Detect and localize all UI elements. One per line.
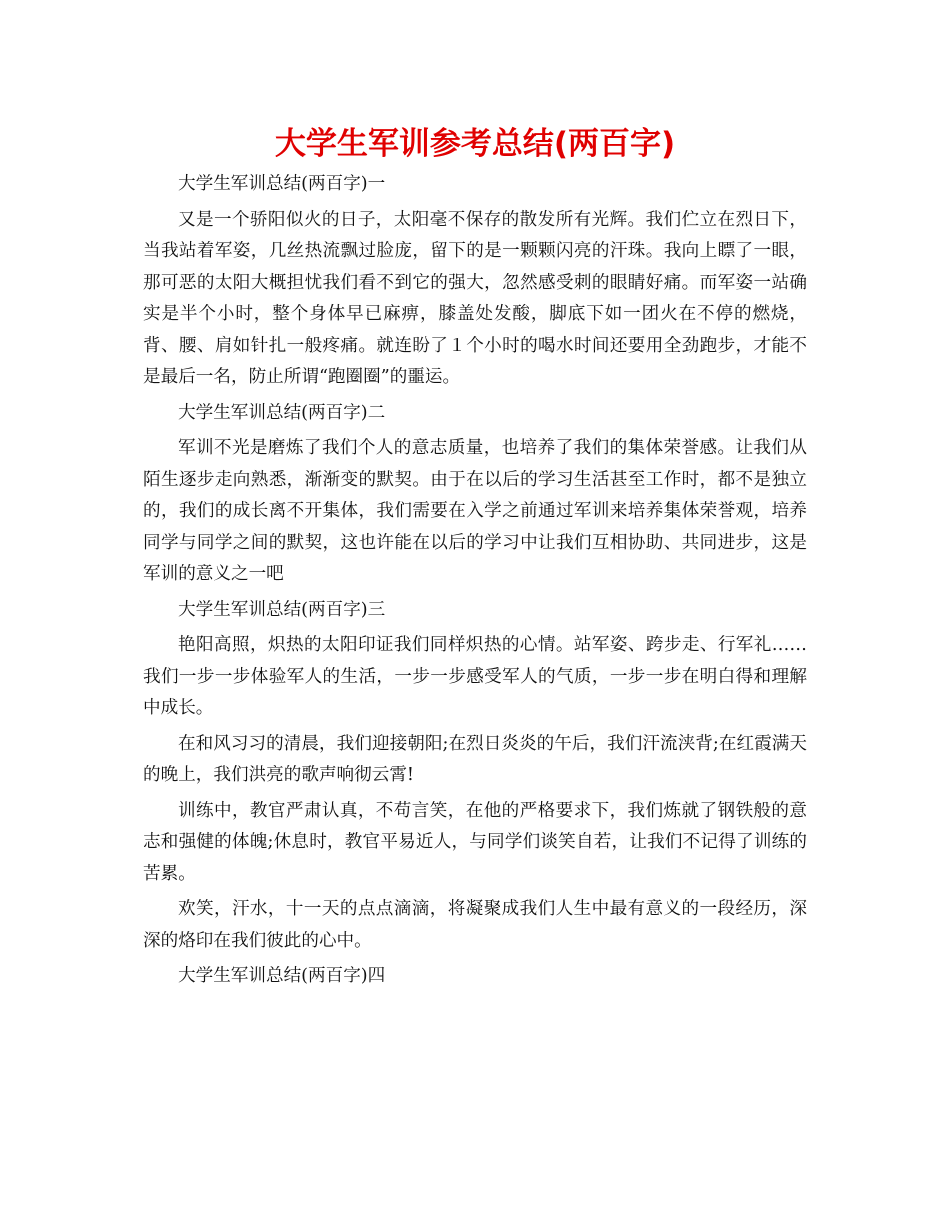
section-1-paragraph-1: 又是一个骄阳似火的日子，太阳毫不保存的散发所有光辉。我们伫立在烈日下，当我站着军姿，几丝热流飘过脸庞，留下的是一颗颗闪亮的汗珠。我向上瞟了一眼，那可恶的太阳大概担忧我们看不到它的强大，忽然感受刺的眼睛好痛。而军姿一站确实是半个小时，整个身体早已麻痹，膝盖处发酸，脚底下如一团火在不停的燃烧，背、腰、肩如针扎一般疼痛。就连盼了１个小时的喝水时间还要用全劲跑步，才能不是最后一名，防止所谓“跑圈圈”的噩运。: [143, 209, 807, 387]
section-2-paragraph-1: 军训不光是磨炼了我们个人的意志质量，也培养了我们的集体荣誉感。让我们从陌生逐步走向熟悉，渐渐变的默契。由于在以后的学习生活甚至工作时，都不是独立的，我们的成长离不开集体，我们需要在入学之前通过军训来培养集体荣誉观，培养同学与同学之间的默契，这也许能在以后的学习中让我们互相协助、共同进步，这是军训的意义之一吧: [143, 438, 807, 584]
document-title: 大学生军训参考总结(两百字): [274, 126, 676, 162]
section-3-paragraph-3: 训练中，教官严肃认真，不苟言笑，在他的严格要求下，我们炼就了钢铁般的意志和强健的体魄;休息时，教官平易近人，与同学们谈笑自若，让我们不记得了训练的苦累。: [143, 800, 807, 884]
section-heading-2: 大学生军训总结(两百字)二: [178, 402, 386, 423]
section-3-paragraph-1: 艳阳高照，炽热的太阳印证我们同样炽热的心情。站军姿、跨步走、行军礼……我们一步一步体验军人的生活，一步一步感受军人的气质，一步一步在明白得和理解中成长。: [143, 635, 807, 718]
section-heading-4: 大学生军训总结(两百字)四: [178, 966, 386, 986]
section-heading-3: 大学生军训总结(两百字)三: [178, 599, 386, 620]
document-body: [143, 165, 807, 997]
section-heading-1: 大学生军训总结(两百字)一: [178, 174, 386, 194]
section-3-paragraph-4: 欢笑，汗水，十一天的点点滴滴，将凝聚成我们人生中最有意义的一段经历，深深的烙印在我们彼此的心中。: [143, 899, 807, 951]
section-3-paragraph-2: 在和风习习的清晨，我们迎接朝阳;在烈日炎炎的午后，我们汗流浃背;在红霞满天的晚上，我们洪亮的歌声响彻云霄!: [143, 733, 807, 785]
